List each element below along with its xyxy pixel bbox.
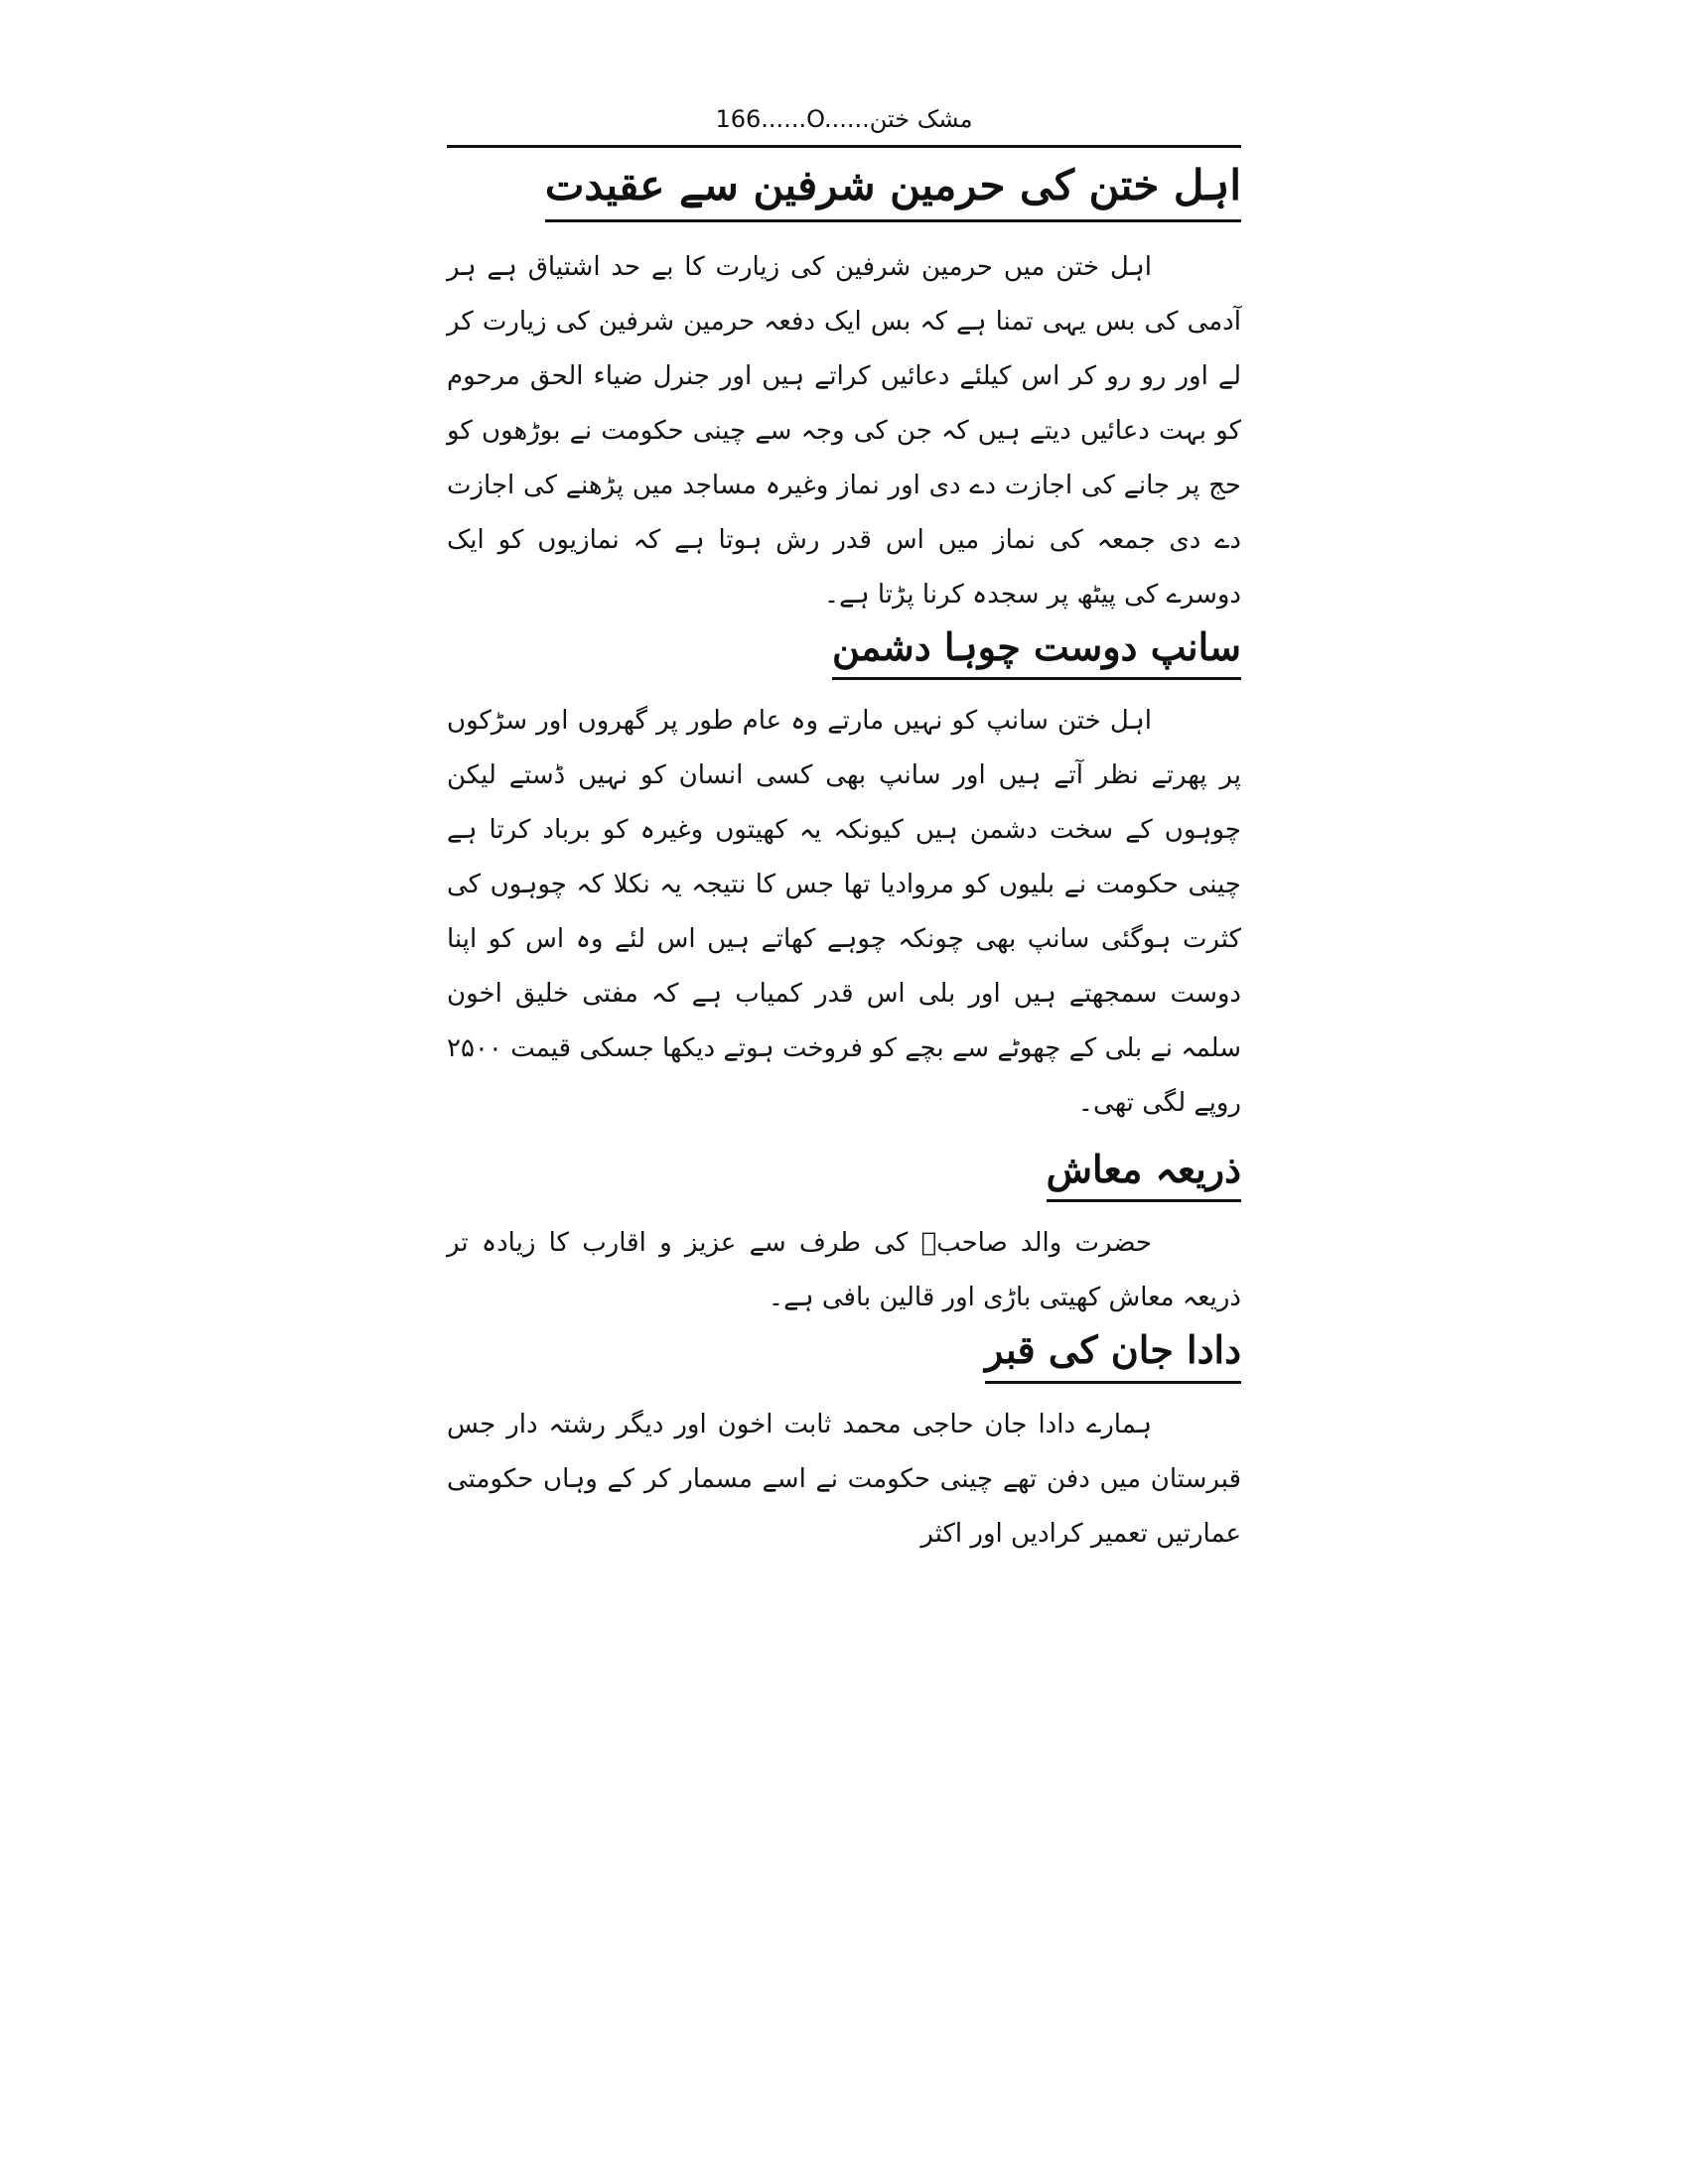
section-heading [447,159,1241,222]
page-number: 166 [715,105,762,133]
book-title: مشک ختن [869,105,973,133]
running-head-separator: ......O...... [761,105,870,133]
section-paragraph: اہل ختن سانپ کو نہیں مارتے وہ عام طور پر گھروں اور سڑکوں پر پھرتے نظر آتے ہیں اور سانپ بھی کسی انسان کو نہیں ڈستے لیکن چوہوں کے سخت دشمن ہیں کیونکہ یہ کھیتوں وغیرہ کو برباد کرتا ہے چینی حکومت نے بلیوں کو مروادیا تھا جس کا نتیجہ یہ نکلا کہ چوہوں کی کثرت ہوگئی سانپ بھی چونکہ چوہے کھاتے ہیں اس لئے وہ اس کو اپنا دوست سمجھتے ہیں اور بلی اس قدر کمیاب ہے کہ مفتی خلیق اخون سلمہ نے بلی کے چھوٹے سے بچے کو فروخت ہوتے دیکھا جسکی قیمت ۲۵۰۰ روپے لگی تھی۔ [447,705,1241,1118]
section-paragraph: اہل ختن میں حرمین شرفین کی زیارت کا بے حد اشتیاق ہے ہر آدمی کی بس یہی تمنا ہے کہ بس ایک دفعہ حرمین شرفین کی زیارت کر لے اور رو رو کر اس کیلئے دعائیں کراتے ہیں اور جنرل ضیاء الحق مرحوم کو بہت دعائیں دیتے ہیں کہ جن کی وجہ سے چینی حکومت نے بوڑھوں کو حج پر جانے کی اجازت دے دی اور نماز وغیرہ مساجد میں پڑھنے کی اجازت دے دی جمعہ کی نماز میں اس قدر رش ہوتا ہے کہ نمازیوں کو ایک دوسرے کی پیٹھ پر سجدہ کرنا پڑتا ہے۔ [447,251,1241,610]
section-heading [447,622,1241,680]
section-heading-text: ذریعہ معاش [1047,1145,1241,1202]
running-head [447,99,1241,139]
section-paragraph: ہمارے دادا جان حاجی محمد ثابت اخون اور دیگر رشتہ دار جس قبرستان میں دفن تھے چینی حکومت نے اسے مسمار کر کے وہاں حکومتی عمارتیں تعمیر کرادیں اور اکثر [447,1409,1241,1549]
header-rule [447,145,1241,148]
section-paragraph: حضرت والد صاحبؒ کی طرف سے عزیز و اقارب کا زیادہ تر ذریعہ معاش کھیتی باڑی اور قالین بافی ہے۔ [447,1228,1241,1313]
section-heading-text: دادا جان کی قبر [985,1325,1241,1383]
page-content [447,159,1241,1562]
section-heading-text: اہل ختن کی حرمین شرفین سے عقیدت [545,159,1241,222]
section-heading [447,1145,1241,1202]
section-heading [447,1325,1241,1383]
section-heading-text: سانپ دوست چوہا دشمن [832,622,1241,680]
